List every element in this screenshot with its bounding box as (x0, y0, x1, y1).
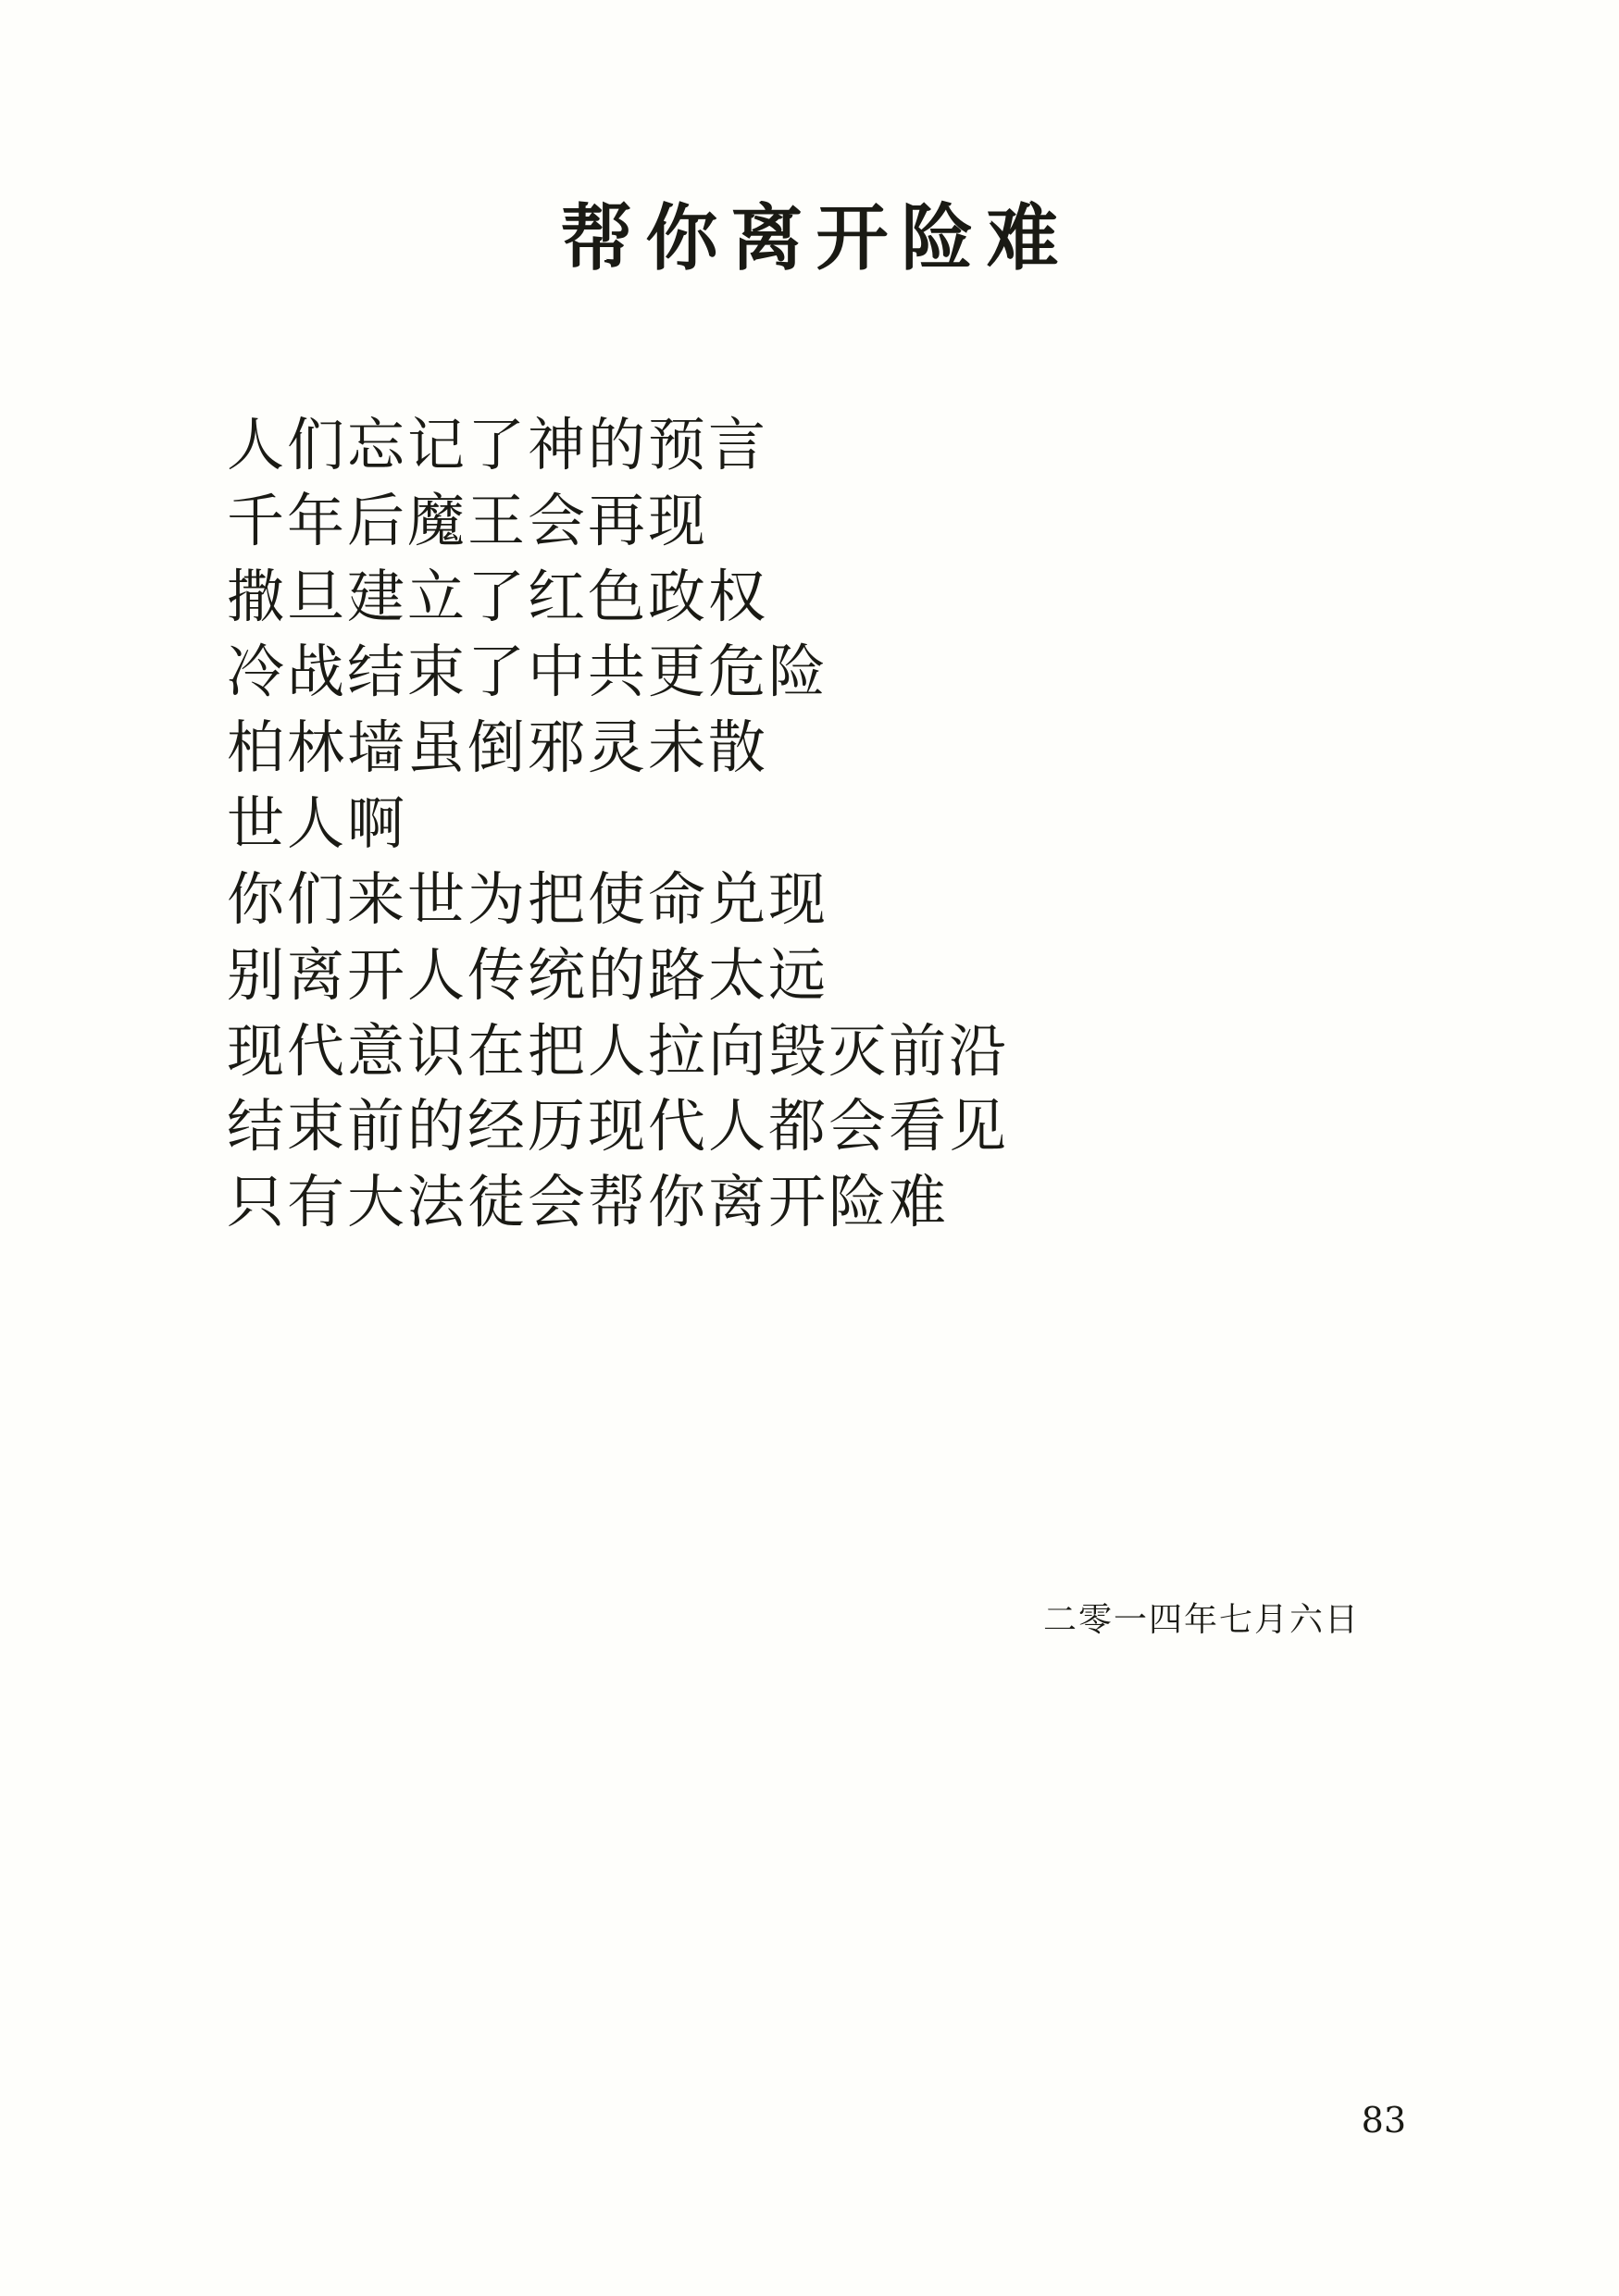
poem-line: 人们忘记了神的预言 (227, 411, 769, 478)
poem-line: 撒旦建立了红色政权 (227, 562, 769, 630)
poem-line: 别离开人传统的路太远 (227, 940, 829, 1009)
poem-line: 柏林墙虽倒邪灵未散 (227, 714, 769, 782)
page-title: 帮你离开险难 (560, 196, 1072, 280)
poem-body (227, 407, 1452, 1240)
poem-line: 你们来世为把使命兑现 (227, 864, 829, 933)
poem-line: 只有大法徒会帮你离开险难 (227, 1168, 950, 1236)
page-number: 83 (1361, 2100, 1406, 2141)
poem-line: 世人啊 (227, 789, 408, 858)
poem-line: 千年后魔王会再现 (227, 486, 709, 554)
poem-date: 二零一四年七月六日 (1042, 1601, 1360, 1639)
poem-line: 结束前的经历现代人都会看见 (227, 1092, 1010, 1160)
poem-line: 冷战结束了中共更危险 (227, 638, 829, 706)
poem-line: 现代意识在把人拉向毁灭前沿 (227, 1016, 1010, 1085)
